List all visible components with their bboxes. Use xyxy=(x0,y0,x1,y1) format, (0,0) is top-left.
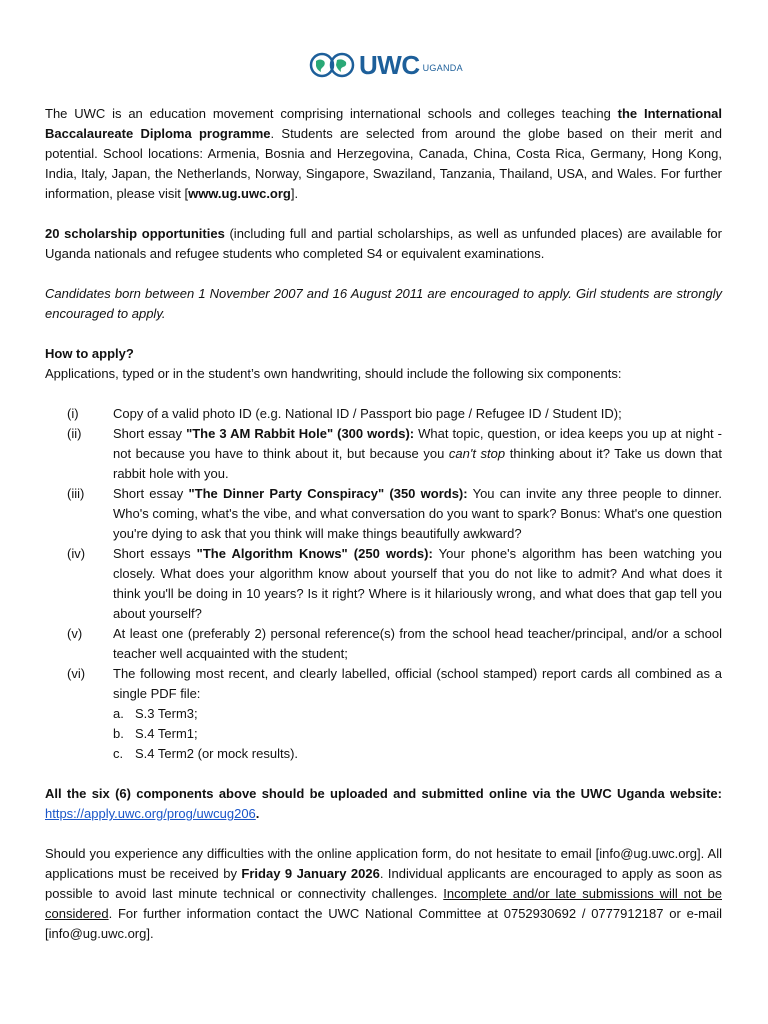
sub-letter: a. xyxy=(113,706,124,721)
submission-after: . xyxy=(255,806,260,821)
scholarship-count: 20 scholarship opportunities xyxy=(45,226,225,241)
ib-programme: the International Baccalaureate Diploma programme xyxy=(45,106,722,141)
item-number: (ii) xyxy=(67,426,82,441)
list-item xyxy=(113,704,722,724)
scholarship-text: (including full and partial scholarships, as well as unfunded places) are available for Uganda nationals and refugee students who completed S4 or equivalent examinations. xyxy=(45,226,722,261)
item-pre: At least one (preferably 2) personal reference(s) from the school head teacher/principal, and/or a school teacher well acquainted with the student; xyxy=(113,626,722,661)
item-pre: The following most recent, and clearly labelled, official (school stamped) report cards all combined as a single PDF file: xyxy=(113,666,722,701)
sub-text: S.4 Term2 (or mock results). xyxy=(135,746,299,761)
item-post: You can invite any three people to dinner. Who's coming, what's the vibe, and what conversation do you want to spark? Bonus: What's one question you're dying to ask that you think will make things beautifully awkward? xyxy=(113,486,722,541)
item-number: (iv) xyxy=(67,546,86,561)
item-text xyxy=(113,484,722,544)
report-cards-list xyxy=(113,704,722,764)
essay-title: "The Algorithm Knows" (250 words): xyxy=(196,546,433,561)
logo-subtext: UGANDA xyxy=(422,63,463,73)
how-to-apply-heading xyxy=(45,344,722,364)
sub-text: S.3 Term3; xyxy=(135,706,198,721)
list-item xyxy=(45,424,722,484)
item-post: What topic, question, or idea keeps you up at night - not because you have to think about it, but because you xyxy=(113,426,723,461)
heading-text: How to apply? xyxy=(45,346,134,361)
intro-paragraph xyxy=(45,104,722,204)
list-item xyxy=(113,724,722,744)
logo-wordmark: UWC xyxy=(359,50,420,80)
item-pre: Short essay xyxy=(113,486,189,501)
item-italic: can't stop xyxy=(448,446,506,461)
item-text xyxy=(113,404,722,424)
list-item xyxy=(45,624,722,664)
item-pre: Copy of a valid photo ID (e.g. National ID / Passport bio page / Refugee ID / Student ID); xyxy=(113,406,622,421)
application-link[interactable]: https://apply.uwc.org/prog/uwcug206 xyxy=(45,806,256,821)
submission-paragraph xyxy=(45,784,722,824)
eligibility-paragraph xyxy=(45,284,722,324)
closing-text-1: Should you experience any difficulties with the online application form, do not hesitate to email [info@ug.uwc.org]. All applications must be received by xyxy=(45,846,722,881)
deadline: Friday 9 January 2026 xyxy=(241,866,380,881)
list-item xyxy=(45,484,722,544)
intro-text-3: ]. xyxy=(290,186,299,201)
essay-title: "The Dinner Party Conspiracy" (350 words): xyxy=(188,486,468,501)
essay-title: "The 3 AM Rabbit Hole" (300 words): xyxy=(186,426,415,441)
how-to-apply-intro: Applications, typed or in the student’s own handwriting, should include the following six components: xyxy=(45,366,622,381)
intro-text-1: The UWC is an education movement comprising international schools and colleges teaching xyxy=(45,106,618,121)
item-number: (i) xyxy=(67,406,79,421)
list-item xyxy=(45,544,722,624)
item-post2: thinking about it? Take us down that rabbit hole with you. xyxy=(113,446,722,481)
item-number: (v) xyxy=(67,626,83,641)
item-pre: Short essays xyxy=(113,546,197,561)
closing-text-3: . For further information contact the UWC National Committee at 0752930692 / 0777912187 or e-mail [info@ug.uwc.org]. xyxy=(45,906,722,941)
sub-letter: c. xyxy=(113,746,124,761)
item-pre: Short essay xyxy=(113,426,187,441)
intro-text-2: . Students are selected from around the globe based on their merit and potential. School locations: Armenia, Bosnia and Herzegovina, Canada, China, Costa Rica, Germany, Hong Kong, India, Italy, Japan, the Netherlands, Norway, Singapore, Swaziland, Tanzania, Thailand, USA, and Wales. For further information, please visit [ xyxy=(45,126,722,201)
item-text xyxy=(113,544,722,624)
list-item xyxy=(45,404,722,424)
item-text xyxy=(113,624,722,664)
components-list xyxy=(45,404,722,764)
sub-letter: b. xyxy=(113,726,124,741)
website-reference: www.ug.uwc.org xyxy=(188,186,291,201)
list-item xyxy=(113,744,722,764)
submission-text: All the six (6) components above should be uploaded and submitted online via the UWC Uganda website: xyxy=(45,786,722,801)
late-submission-warning: Incomplete and/or late submissions will not be considered xyxy=(45,886,722,921)
closing-paragraph xyxy=(45,844,722,944)
sub-text: S.4 Term1; xyxy=(135,726,198,741)
item-text xyxy=(113,424,722,484)
list-item xyxy=(45,664,722,764)
eligibility-text: Candidates born between 1 November 2007 and 16 August 2011 are encouraged to apply. Girl students are strongly encouraged to apply. xyxy=(45,286,722,321)
item-number: (vi) xyxy=(67,666,86,681)
item-text xyxy=(113,664,722,764)
uwc-globe-icon xyxy=(309,52,355,78)
uwc-logo xyxy=(309,50,463,80)
item-post: Your phone's algorithm has been watching you closely. What does your algorithm know about yourself that you do not like to admit? And what does it think you'll be doing in 10 years? Is it right? Where is it hilariously wrong, and what does that gap tell you about yourself? xyxy=(113,546,723,621)
document-body xyxy=(45,104,722,944)
closing-text-2: . Individual applicants are encouraged to apply as soon as possible to avoid last minute technical or connectivity challenges. xyxy=(45,866,722,901)
item-number: (iii) xyxy=(67,486,85,501)
scholarship-paragraph xyxy=(45,224,722,264)
